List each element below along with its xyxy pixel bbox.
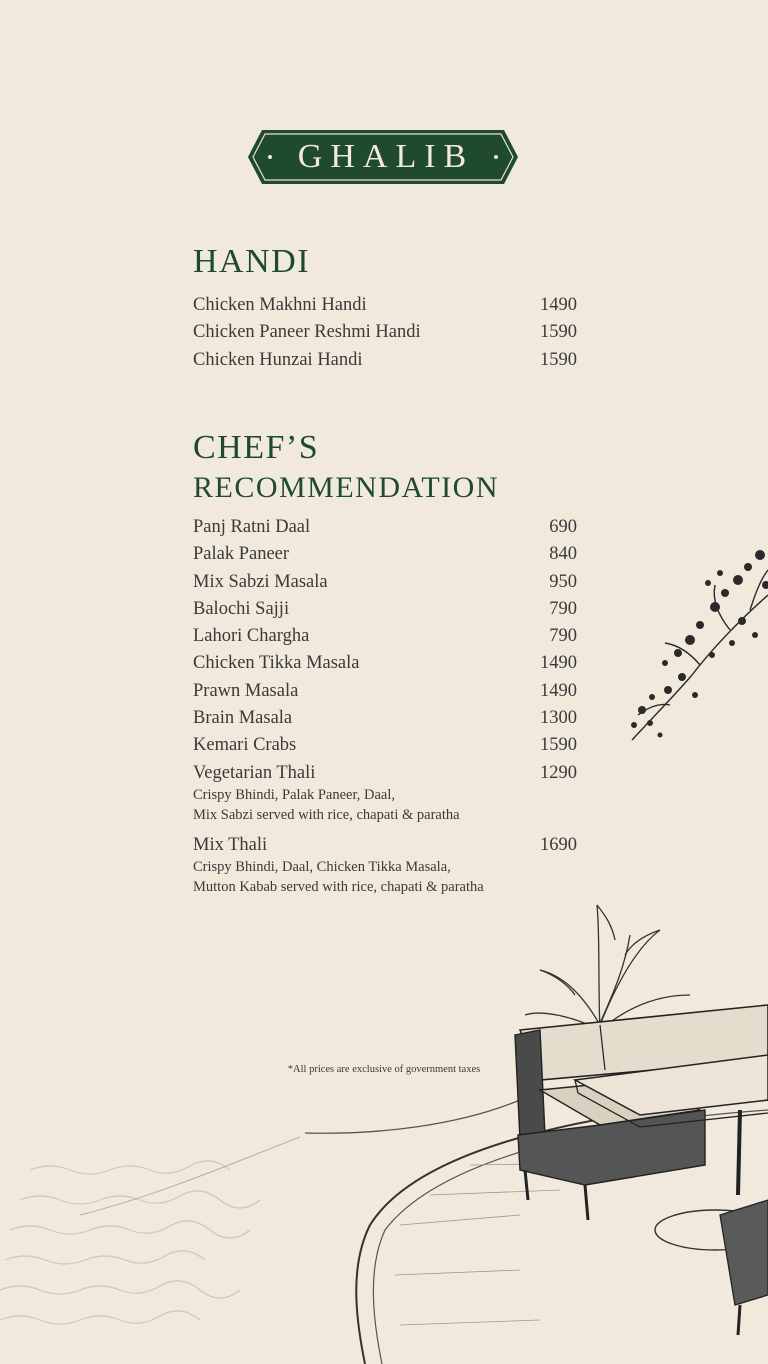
menu-item-price: 840 [549, 544, 577, 565]
menu-item-name: Lahori Chargha [193, 626, 310, 647]
menu-item-price: 1300 [540, 708, 577, 729]
menu-item-price: 1590 [540, 349, 577, 370]
patio-scene-illustration [0, 895, 768, 1364]
menu-item-row [193, 292, 577, 319]
menu-item-name: Chicken Makhni Handi [193, 295, 367, 315]
menu-item-name: Balochi Sajji [193, 598, 290, 619]
section-title-chefs-recommendation [193, 428, 499, 508]
tax-note: *All prices are exclusive of government taxes [287, 1064, 481, 1075]
menu-item-row [193, 514, 577, 541]
menu-item [193, 541, 577, 568]
menu-item-name: Prawn Masala [193, 680, 299, 701]
section-title-line: HANDI [193, 243, 311, 280]
menu-item-name: Vegetarian Thali [193, 762, 316, 783]
menu-item-name: Panj Ratni Daal [193, 517, 311, 537]
menu-item-description-line: Crispy Bhindi, Palak Paneer, Daal, [193, 786, 395, 803]
menu-item-name: Kemari Crabs [193, 735, 297, 756]
menu-item-name: Chicken Hunzai Handi [193, 349, 363, 370]
menu-item-price: 690 [549, 517, 577, 537]
menu-item-price: 1590 [540, 322, 577, 343]
brand-logo [248, 130, 518, 184]
menu-item-price: 1490 [540, 653, 577, 674]
menu-item-description-line: Mutton Kabab served with rice, chapati & paratha [193, 879, 484, 896]
menu-item-price: 1590 [540, 735, 577, 756]
menu-item [193, 760, 577, 825]
menu-item-row [193, 569, 577, 596]
menu-item-description [193, 857, 577, 897]
menu-item [193, 514, 577, 541]
menu-item [193, 650, 577, 677]
menu-item [193, 596, 577, 623]
menu-item-description-line: Crispy Bhindi, Daal, Chicken Tikka Masala, [193, 859, 451, 876]
menu-item-row [193, 596, 577, 623]
menu-item-price: 950 [549, 571, 577, 592]
menu-item-row [193, 650, 577, 677]
brand-name: GHALIB [297, 138, 475, 175]
menu-item [193, 705, 577, 732]
menu-item-price: 1490 [540, 680, 577, 701]
menu-item-row [193, 705, 577, 732]
menu-item-name: Brain Masala [193, 708, 293, 729]
menu-item-description-line: Mix Sabzi served with rice, chapati & paratha [193, 806, 460, 823]
menu-item-price: 1290 [540, 762, 577, 783]
menu-item-price: 790 [549, 626, 577, 647]
menu-item [193, 623, 577, 650]
menu-item-row [193, 678, 577, 705]
menu-item-row [193, 732, 577, 759]
section-title-line: CHEF’S [193, 429, 320, 466]
menu-item [193, 347, 577, 374]
menu-item-description [193, 785, 577, 825]
menu-item-row [193, 319, 577, 346]
menu-item-row [193, 760, 577, 787]
menu-item-row [193, 541, 577, 568]
section-title-handi [193, 242, 310, 282]
menu-list-handi [193, 292, 577, 374]
menu-item-price: 790 [549, 598, 577, 619]
menu-item-name: Chicken Tikka Masala [193, 653, 360, 674]
menu-item [193, 319, 577, 346]
menu-item-name: Palak Paneer [193, 544, 290, 565]
menu-item [193, 569, 577, 596]
menu-item-price: 1490 [540, 295, 577, 315]
menu-item-price: 1690 [540, 834, 577, 855]
menu-item [193, 832, 577, 897]
menu-item-name: Mix Sabzi Masala [193, 571, 328, 592]
tree-branch-illustration [620, 525, 768, 750]
menu-item [193, 732, 577, 759]
menu-item-name: Chicken Paneer Reshmi Handi [193, 322, 421, 343]
menu-item-name: Mix Thali [193, 834, 268, 855]
menu-item-row [193, 347, 577, 374]
menu-item [193, 292, 577, 319]
menu-item-row [193, 832, 577, 859]
menu-list-chefs-recommendation [193, 514, 577, 904]
menu-item [193, 678, 577, 705]
menu-item-row [193, 623, 577, 650]
section-title-line: RECOMMENDATION [193, 471, 499, 504]
